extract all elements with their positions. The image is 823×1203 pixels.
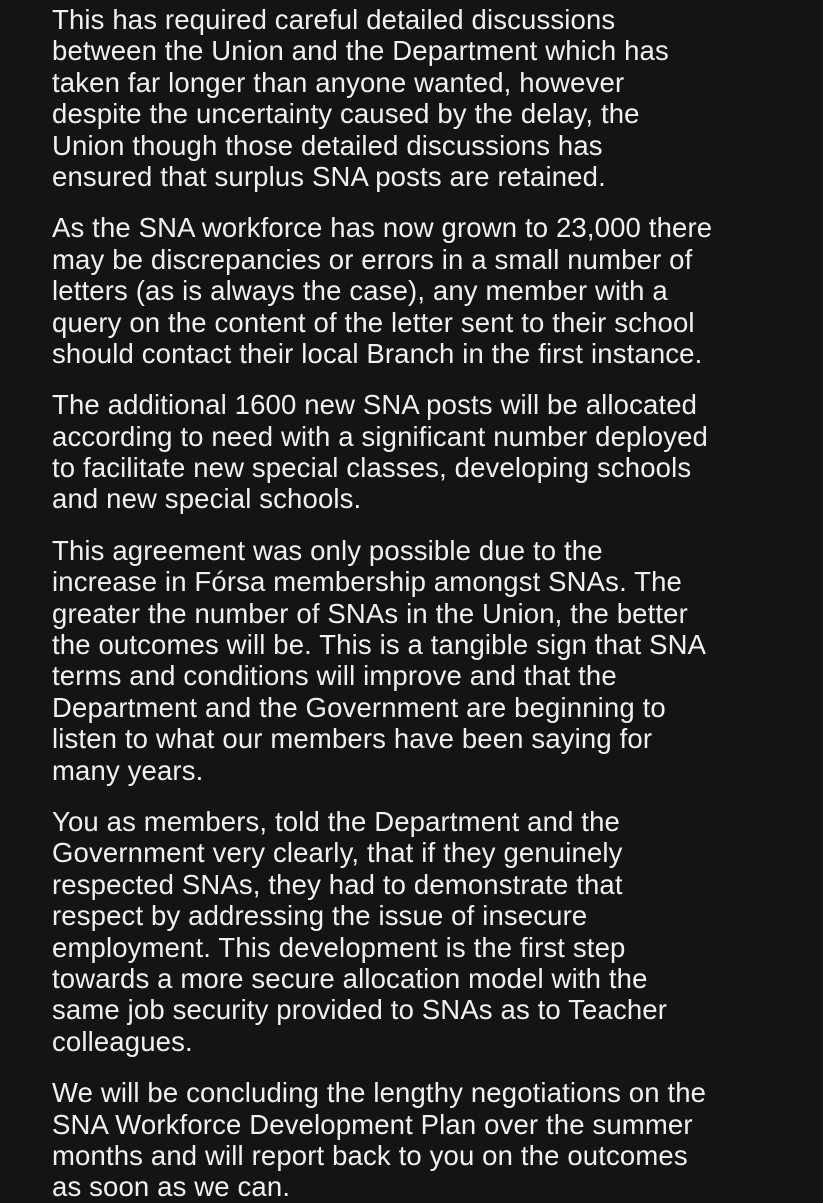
text-line: letters (as is always the case), any member with a [52, 275, 668, 307]
text-line: increase in Fórsa membership amongst SNAs. The [52, 566, 682, 598]
text-line: as soon as we can. [52, 1171, 291, 1203]
text-line: employment. This development is the first step [52, 931, 626, 963]
paragraph-workforce-queries [52, 212, 803, 369]
text-line: despite the uncertainty caused by the delay, the [52, 98, 640, 130]
text-line: Department and the Government are beginning to [52, 691, 666, 723]
paragraph-surplus-posts [52, 4, 803, 192]
text-line: Union though those detailed discussions has [52, 129, 603, 161]
text-line: between the Union and the Department which has [52, 35, 669, 67]
paragraph-negotiations [52, 1077, 803, 1203]
paragraph-new-posts [52, 389, 803, 515]
text-line: The additional 1600 new SNA posts will be allocated [52, 389, 698, 421]
text-line: terms and conditions will improve and that the [52, 660, 617, 692]
text-line: respect by addressing the issue of insecure [52, 900, 588, 932]
text-line: ensured that surplus SNA posts are retained. [52, 160, 606, 192]
text-line: respected SNAs, they had to demonstrate that [52, 868, 623, 900]
text-line: Government very clearly, that if they genuinely [52, 837, 623, 869]
text-line: towards a more secure allocation model with the [52, 962, 648, 994]
text-line: according to need with a significant number deployed [52, 420, 708, 452]
text-line: We will be concluding the lengthy negotiations on the [52, 1077, 707, 1109]
text-line: months and will report back to you on the outcomes [52, 1139, 688, 1171]
text-line: should contact their local Branch in the first instance. [52, 337, 703, 369]
text-line: As the SNA workforce has now grown to 23,000 there [52, 212, 713, 244]
paragraph-membership [52, 535, 803, 786]
text-line: and new special schools. [52, 483, 362, 515]
text-line: You as members, told the Department and the [52, 805, 620, 837]
text-line: query on the content of the letter sent to their school [52, 306, 695, 338]
text-line: This agreement was only possible due to the [52, 534, 603, 566]
text-line: to facilitate new special classes, developing schools [52, 452, 692, 484]
paragraph-job-security [52, 806, 803, 1057]
text-line: taken far longer than anyone wanted, however [52, 66, 625, 98]
text-line: same job security provided to SNAs as to Teacher [52, 994, 668, 1026]
text-line: listen to what our members have been saying for [52, 723, 653, 755]
text-line: the outcomes will be. This is a tangible sign that SNA [52, 629, 707, 661]
text-line: may be discrepancies or errors in a small number of [52, 243, 693, 275]
text-line: greater the number of SNAs in the Union, the better [52, 597, 688, 629]
text-line: many years. [52, 754, 204, 786]
text-line: colleagues. [52, 1025, 193, 1057]
text-line: SNA Workforce Development Plan over the summer [52, 1108, 693, 1140]
text-line: This has required careful detailed discussions [52, 4, 616, 35]
